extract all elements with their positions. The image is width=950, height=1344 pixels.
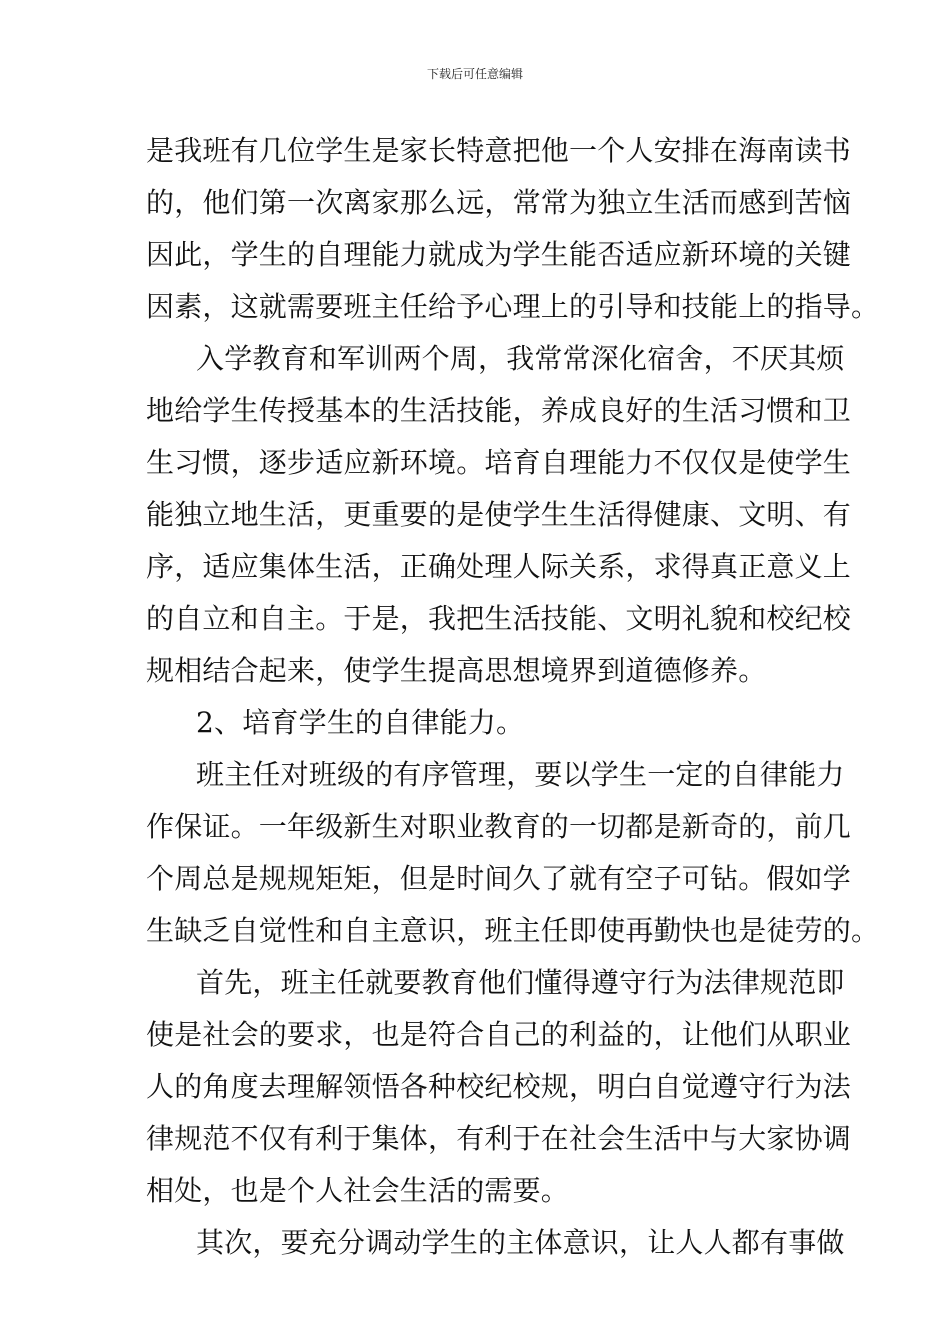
text-line: 生习惯，逐步适应新环境。培育自理能力不仅仅是使学生 [146, 446, 852, 479]
text-line: 相处，也是个人社会生活的需要。 [146, 1174, 570, 1207]
text-line: 能独立地生活，更重要的是使学生生活得健康、文明、有 [146, 498, 852, 531]
text-line: 人的角度去理解领悟各种校纪校规，明白自觉遵守行为法 [146, 1070, 852, 1103]
text-line: 作保证。一年级新生对职业教育的一切都是新奇的，前几 [146, 810, 852, 843]
text-line: 的自立和自主。于是，我把生活技能、文明礼貌和校纪校 [146, 602, 852, 635]
section-heading: 2、培育学生的自律能力。 [196, 706, 525, 739]
text-line: 生缺乏自觉性和自主意识，班主任即使再勤快也是徒劳的。 [146, 914, 880, 947]
text-line: 因素，这就需要班主任给予心理上的引导和技能上的指导。 [146, 290, 880, 323]
text-line: 入学教育和军训两个周，我常常深化宿舍，不厌其烦 [196, 342, 845, 375]
text-line: 首先，班主任就要教育他们懂得遵守行为法律规范即 [196, 966, 845, 999]
text-line: 班主任对班级的有序管理，要以学生一定的自律能力 [196, 758, 845, 791]
text-line: 因此，学生的自理能力就成为学生能否适应新环境的关键 [146, 238, 852, 271]
text-line: 个周总是规规矩矩，但是时间久了就有空子可钻。假如学 [146, 862, 852, 895]
text-line: 律规范不仅有利于集体，有利于在社会生活中与大家协调 [146, 1122, 852, 1155]
text-line: 地给学生传授基本的生活技能，养成良好的生活习惯和卫 [146, 394, 852, 427]
text-line: 规相结合起来，使学生提高思想境界到道德修养。 [146, 654, 767, 687]
text-line: 其次，要充分调动学生的主体意识，让人人都有事做 [196, 1226, 845, 1259]
text-line: 使是社会的要求，也是符合自己的利益的，让他们从职业 [146, 1018, 852, 1051]
text-line: 的，他们第一次离家那么远，常常为独立生活而感到苦恼 [146, 186, 852, 219]
text-line: 是我班有几位学生是家长特意把他一个人安排在海南读书 [146, 134, 852, 167]
page-header: 下载后可任意编辑 [426, 67, 523, 81]
text-line: 序，适应集体生活，正确处理人际关系，求得真正意义上 [146, 550, 852, 583]
